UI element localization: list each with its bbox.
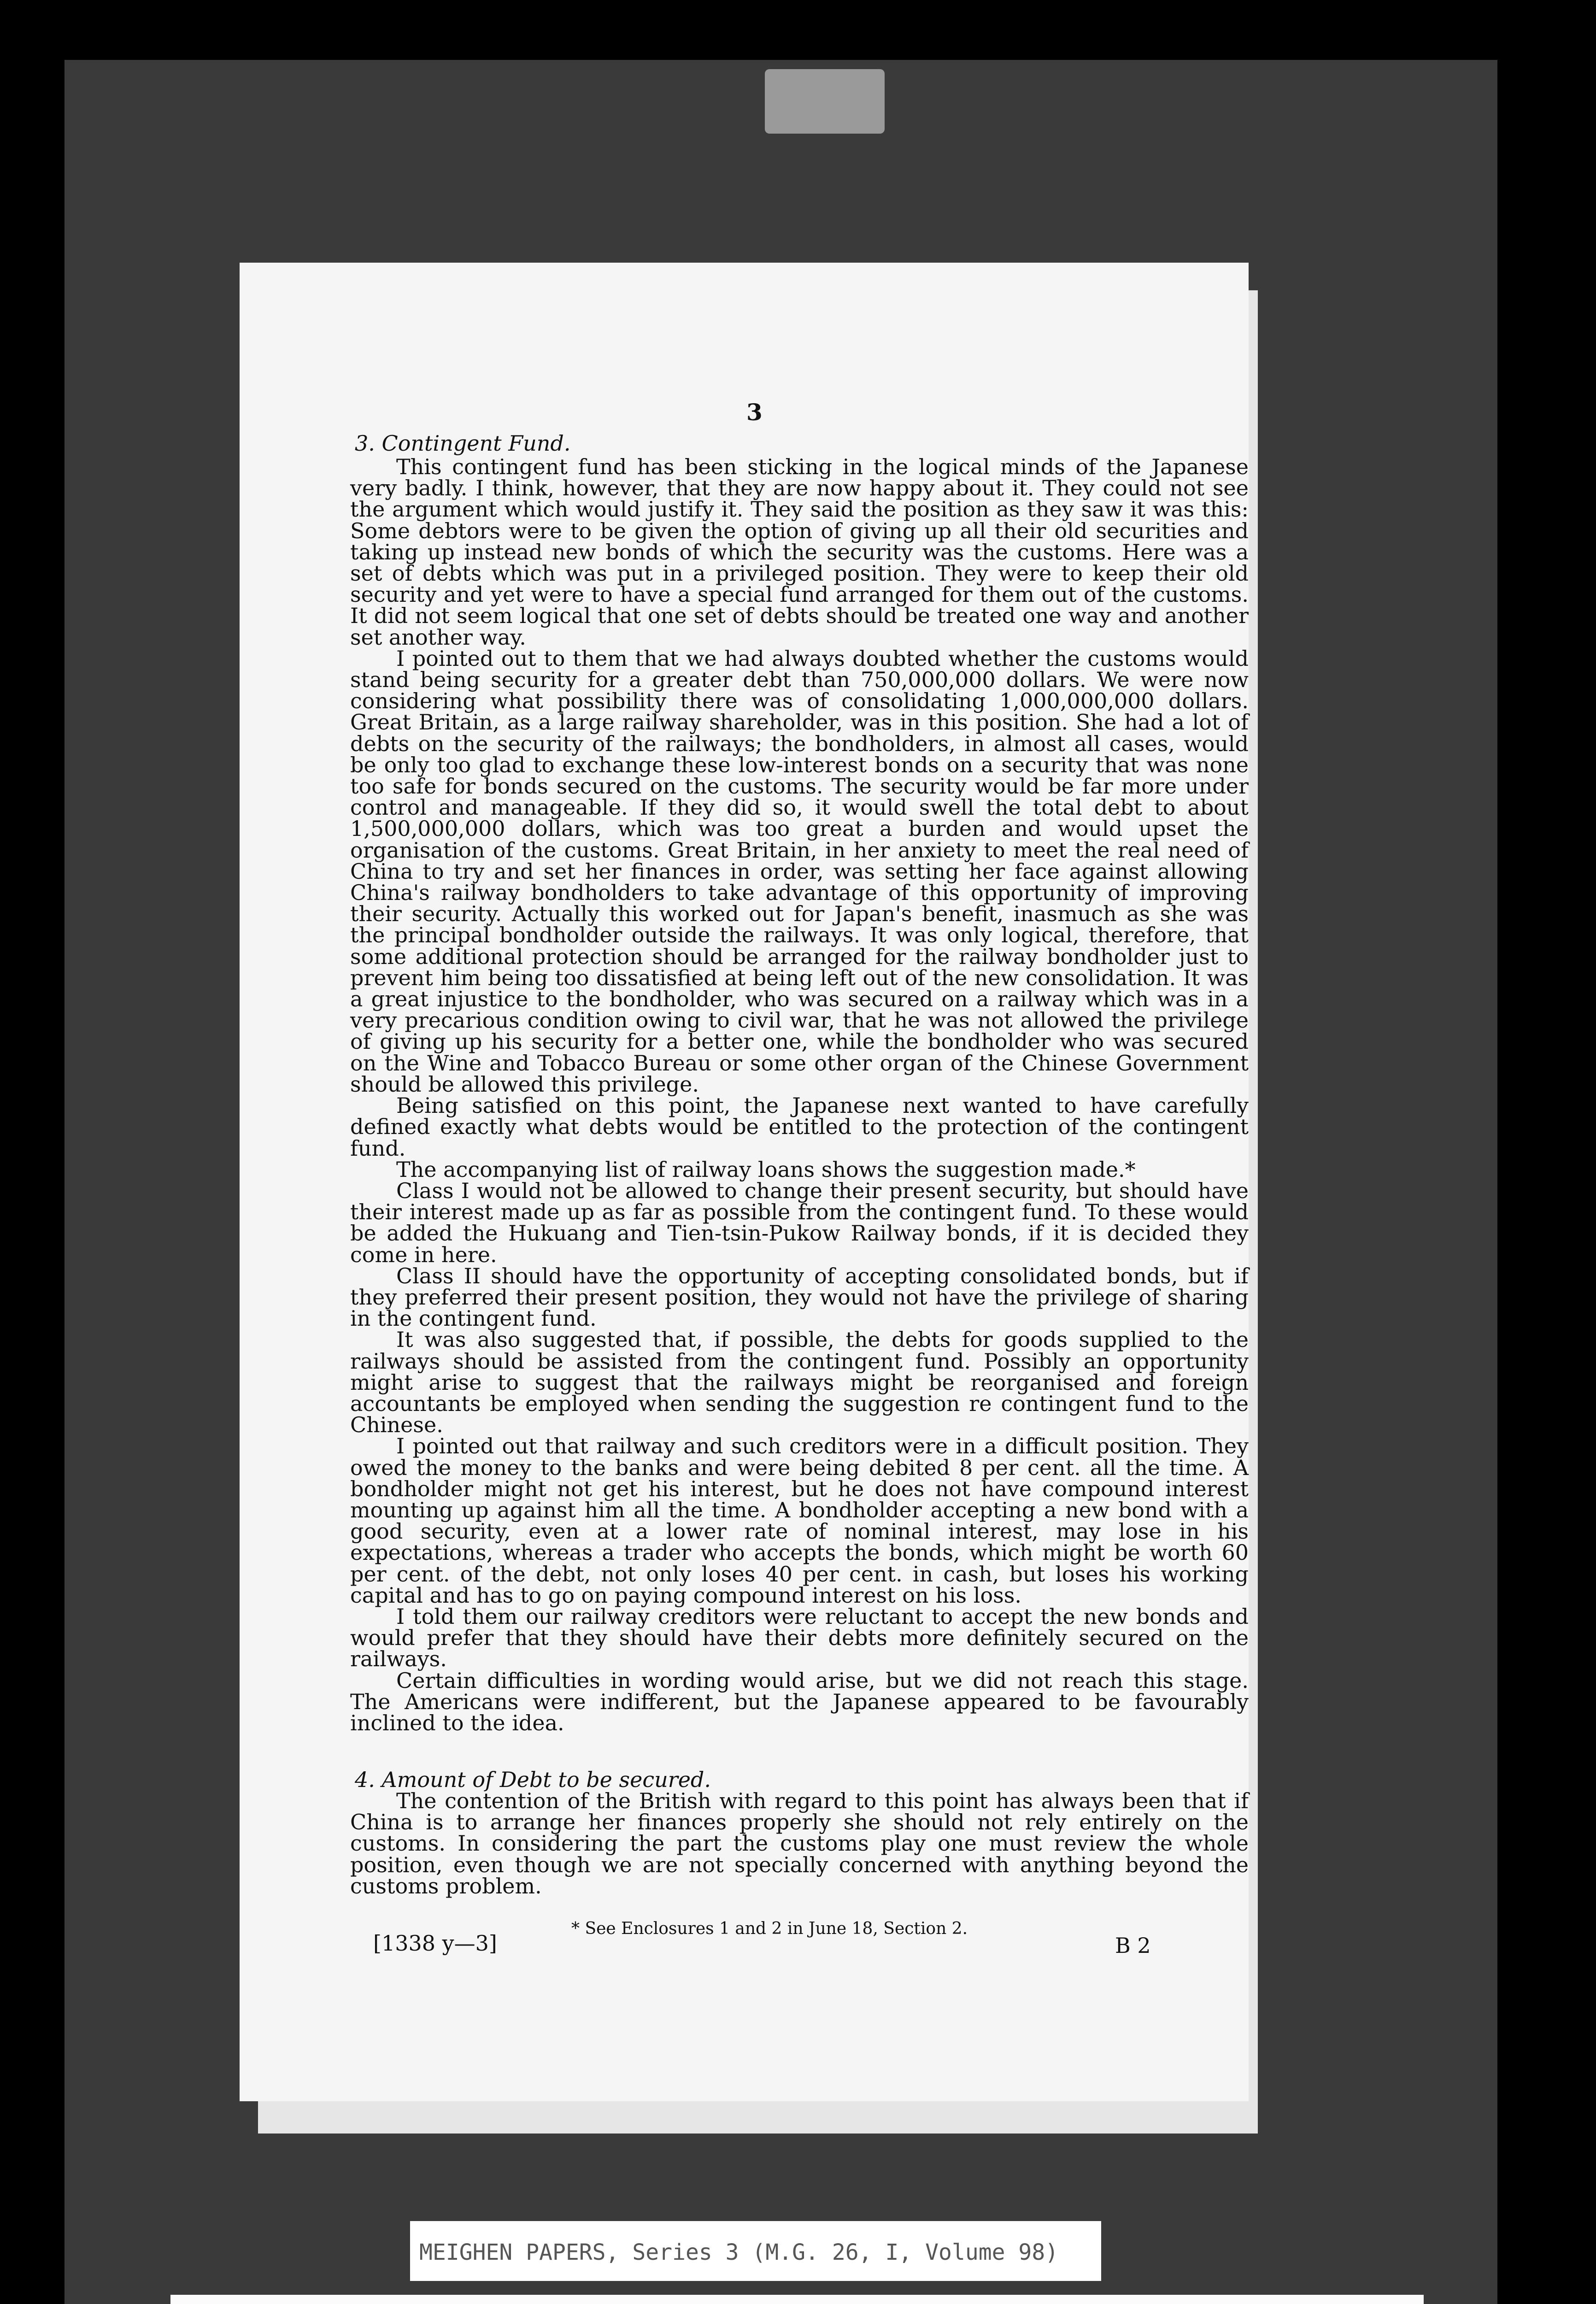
paragraph: Certain difficulties in wording would arise, but we did not reach this stage. The Americans were indifferent, but the Japanese appeared to be favourably inclined to the idea.	[350, 1668, 1249, 1735]
footer-print-code: [1338 y—3]	[373, 1931, 497, 1956]
paragraph: This contingent fund has been sticking in the logical minds of the Japanese very badly. I think, however, that they are now happy about it. They could not see the argument which would justify it. They said the position as they saw it was this: Some debtors were to be given the option of giving up all their old securities and taking up instead new bonds of which the security was the customs. Here was a set of debts which was put in a privileged position. They were to keep their old security and yet were to have a special fund arranged for them out of the customs. It did not seem logical that one set of debts should be treated one way and another set another way.	[350, 454, 1249, 650]
paragraph: I pointed out that railway and such creditors were in a difficult position. They owed the money to the banks and were being debited 8 per cent. all the time. A bondholder might not get his interest, but he does not have compound interest mounting up against him all the time. A bondholder accepting a new bond with a good security, even at a lower rate of nominal interest, may lose in his expectations, whereas a trader who accepts the bonds, which might be worth 60 per cent. of the debt, not only loses 40 per cent. in cash, but loses his working capital and has to go on paying compound interest on his loss.	[350, 1434, 1249, 1608]
signature-mark: B 2	[1115, 1933, 1151, 1958]
paragraph: It was also suggested that, if possible, the debts for goods supplied to the railways should be assisted from the contingent fund. Possibly an opportunity might arise to suggest that the railways might be reorganised and foreign accountants be employed when sending the suggestion re contingent fund to the Chinese.	[350, 1327, 1249, 1438]
paragraph: I told them our railway creditors were reluctant to accept the new bonds and would prefer that they should have their debts more definitely secured on the railways.	[350, 1604, 1249, 1672]
binder-clip	[765, 69, 885, 134]
document-page	[240, 263, 1249, 2101]
paragraph: I pointed out to them that we had always doubted whether the customs would stand being security for a greater debt than 750,000,000 dollars. We were now considering what possibility there was of consolidating 1,000,000,000 dollars. Great Britain, as a large railway shareholder, was in this position. She had a lot of debts on the security of the railways; the bondholders, in almost all cases, would be only too glad to exchange these low-interest bonds on a security that was none too safe for bonds secured on the customs. The security would be far more under control and manageable. If they did so, it would swell the total debt to about 1,500,000,000 dollars, which was too great a burden and would upset the organisation of the customs. Great Britain, in her anxiety to meet the real need of China to try and set her finances in order, was setting her face against allowing China's railway bondholders to take advantage of this opportunity of improving their security. Actually this worked out for Japan's benefit, inasmuch as she was the principal bondholder outside the railways. It was only logical, therefore, that some additional protection should be arranged for the railway bondholder just to prevent him being too dissatisfied at being left out of the new consolidation. It was a great injustice to the bondholder, who was secured on a railway which was in a very precarious condition owing to civil war, that he was not allowed the privilege of giving up his security for a better one, while the bondholder who was secured on the Wine and Tobacco Bureau or some other organ of the Chinese Government should be allowed this privilege.	[350, 646, 1249, 1097]
collection-label	[410, 2221, 1101, 2281]
paragraph: Being satisfied on this point, the Japanese next wanted to have carefully defined exactly what debts would be entitled to the protection of the contingent fund.	[350, 1093, 1249, 1161]
footnote: * See Enclosures 1 and 2 in June 18, Section 2.	[571, 1919, 968, 1938]
section-body-contingent-fund	[350, 456, 1249, 1734]
paragraph: The contention of the British with regard to this point has always been that if China is to arrange her finances properly she should not rely entirely on the customs. In considering the part the customs play one must review the whole position, even though we are not specially concerned with anything beyond the customs problem.	[350, 1788, 1249, 1898]
section-body-amount-of-debt	[350, 1790, 1249, 1897]
paragraph: Class I would not be allowed to change their present security, but should have their interest made up as far as possible from the contingent fund. To these would be added the Hukuang and Tien-tsin-Pukow Railway bonds, if it is decided they come in here.	[350, 1178, 1249, 1267]
section-heading-amount-of-debt: 4. Amount of Debt to be secured.	[355, 1767, 711, 1792]
section-heading-contingent-fund: 3. Contingent Fund.	[355, 431, 571, 456]
collection-label-text: MEIGHEN PAPERS, Series 3 (M.G. 26, I, Volume 98)	[419, 2239, 1059, 2265]
page-number: 3	[746, 399, 763, 426]
archives-card	[170, 2295, 1424, 2304]
paragraph: The accompanying list of railway loans shows the suggestion made.*	[396, 1157, 1136, 1182]
paragraph: Class II should have the opportunity of accepting consolidated bonds, but if they preferred their present position, they would not have the privilege of sharing in the contingent fund.	[350, 1263, 1249, 1331]
